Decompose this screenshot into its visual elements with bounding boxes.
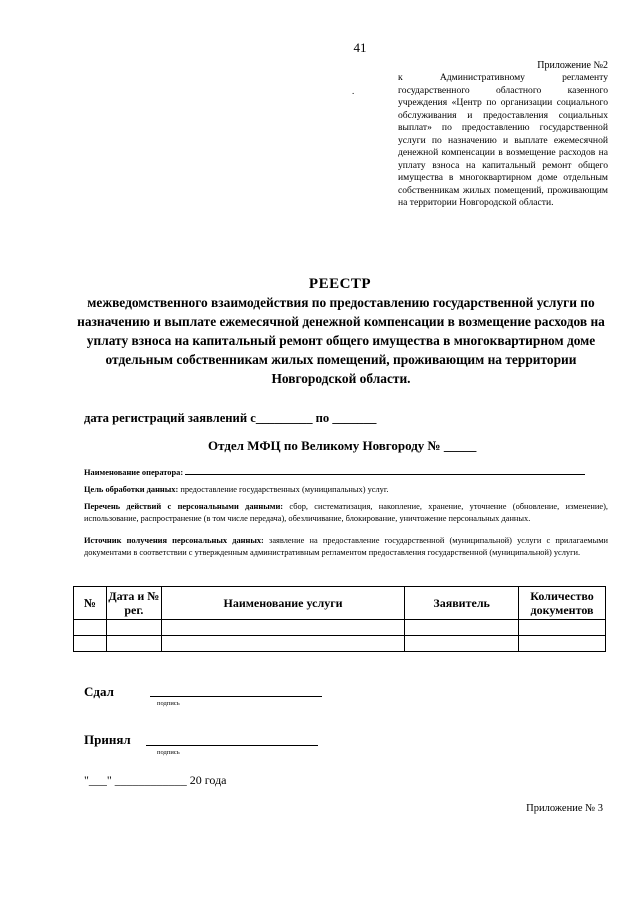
table-header-row xyxy=(74,587,606,620)
column-number: № xyxy=(74,587,107,620)
document-subtitle: межведомственного взаимодействия по предоставлению государственной услуги по назначению и выплате ежемесячной денежной компенсации в возмещение расходов на уплату взноса на капитальный ремонт общего имущества в многоквартирном доме отдельным собственникам жилых помещений, проживающим на территории Новгородской области. xyxy=(77,295,605,386)
actions-row xyxy=(84,501,608,524)
column-applicant: Заявитель xyxy=(405,587,519,620)
source-value: заявление на предоставление государственной (муниципальной) услуги с прилагаемыми документами в соответствии с утвержденным административным регламентом предоставления государственной (муниципальной) услуги. xyxy=(84,536,609,557)
handed-over-signature-caption: подпись xyxy=(157,700,180,707)
actions-value: сбор, систематизация, накопление, хранение, уточнение (обновление, изменение), использование, распространение (в том числе передача), обезличивание, блокирование, уничтожение персональных данных. xyxy=(84,502,609,523)
registration-date-to-blank: _______ xyxy=(332,411,377,425)
decorative-dot: . xyxy=(352,86,355,96)
table-cell[interactable] xyxy=(161,636,404,652)
department-heading: Отдел МФЦ по Великому Новгороду № _____ xyxy=(208,438,477,453)
operator-row xyxy=(84,466,608,479)
table-cell[interactable] xyxy=(519,636,606,652)
appendix-title: Приложение №2 xyxy=(537,60,608,71)
purpose-value: предоставление государственных (муниципальных) услуг. xyxy=(180,485,389,494)
purpose-row xyxy=(84,484,608,496)
source-label: Источник получения персональных данных: xyxy=(84,536,264,545)
table-row xyxy=(74,636,606,652)
table-cell[interactable] xyxy=(161,620,404,636)
column-service-name: Наименование услуги xyxy=(161,587,404,620)
received-signature-line[interactable] xyxy=(146,745,318,746)
actions-label: Перечень действий с персональными данными: xyxy=(84,502,284,511)
table-cell[interactable] xyxy=(405,636,519,652)
table-row xyxy=(74,620,606,636)
handed-over-signature-line[interactable] xyxy=(150,696,322,697)
received-signature-caption: подпись xyxy=(157,749,180,756)
appendix-body: к Административному регламенту государственного областного казенного учреждения «Центр по организации социального обслуживания и предоставления социальных выплат» по предоставлению государственной услуги по назначению и выплате ежемесячной денежной компенсации в возмещение расходов на уплату взноса на капитальный ремонт общего имущества в многоквартирном доме отдельным собственникам жилых помещений, проживающим на территории Новгородской области. xyxy=(398,72,608,208)
registration-date-label: дата регистраций заявлений с xyxy=(84,411,256,425)
registration-date-to-label: по xyxy=(315,411,330,425)
date-line: "___" ____________ 20 года xyxy=(84,773,227,787)
operator-blank-line xyxy=(185,466,585,475)
table-cell[interactable] xyxy=(74,636,107,652)
document-title: РЕЕСТР xyxy=(308,276,372,292)
table-cell[interactable] xyxy=(405,620,519,636)
footer-appendix-label: Приложение № 3 xyxy=(526,803,603,814)
operator-label: Наименование оператора: xyxy=(84,468,184,477)
handed-over-label: Сдал xyxy=(84,684,114,699)
column-document-count: Количество документов xyxy=(519,587,606,620)
table-cell[interactable] xyxy=(106,636,161,652)
registration-date-line xyxy=(84,411,376,426)
table-cell[interactable] xyxy=(106,620,161,636)
table-cell[interactable] xyxy=(74,620,107,636)
page-number: 41 xyxy=(353,40,367,55)
purpose-label: Цель обработки данных: xyxy=(84,485,179,494)
table-cell[interactable] xyxy=(519,620,606,636)
column-date-reg: Дата и № рег. xyxy=(106,587,161,620)
registration-date-from-blank: _________ xyxy=(255,411,313,425)
received-label: Принял xyxy=(84,732,131,747)
source-row xyxy=(84,535,608,558)
registry-table xyxy=(73,586,606,652)
